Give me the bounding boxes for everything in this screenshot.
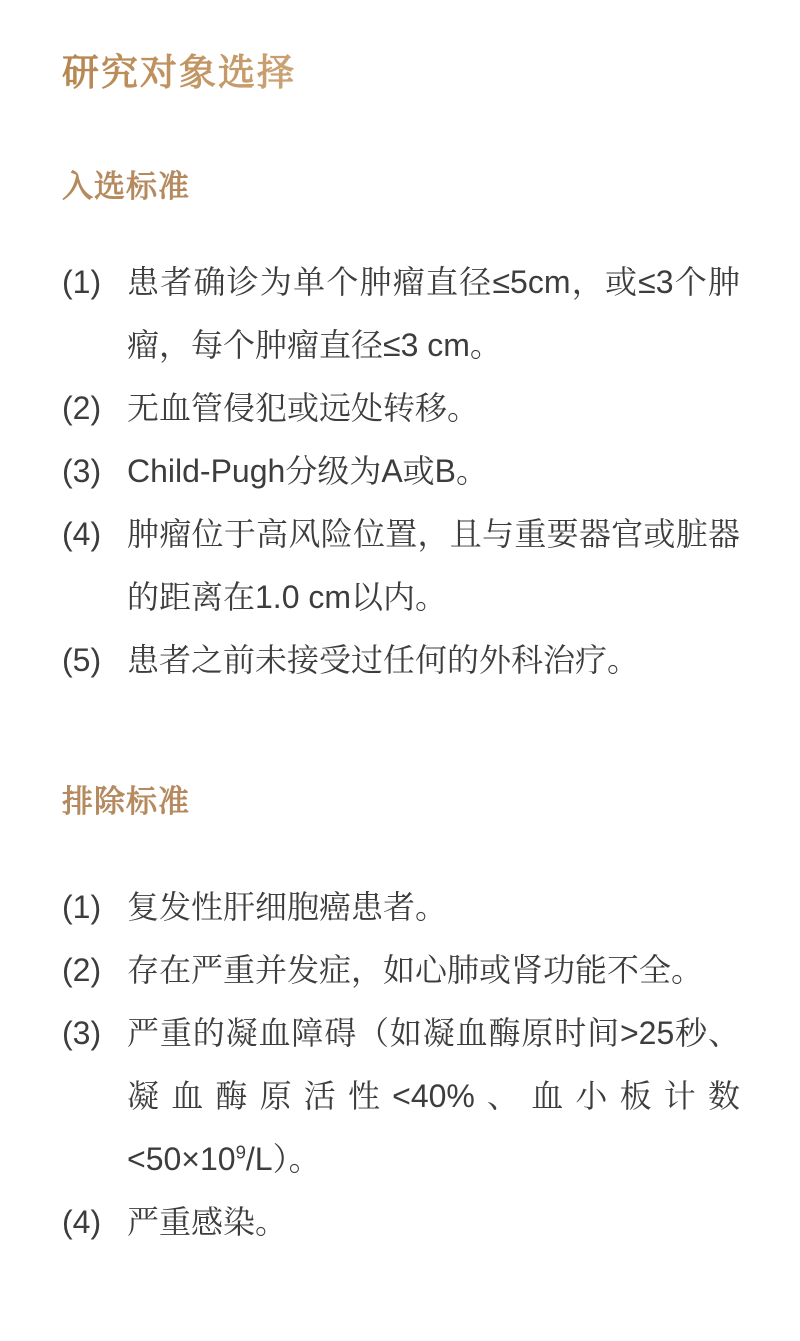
- item-number: (1): [62, 264, 102, 300]
- list-item: [62, 377, 740, 440]
- criteria-section: [62, 168, 740, 692]
- item-text: Child-Pugh分级为A或B。: [127, 453, 489, 489]
- criteria-section: [62, 783, 740, 1254]
- page-title: 研究对象选择: [62, 52, 740, 96]
- item-text: 存在严重并发症，如心肺或肾功能不全。: [127, 952, 704, 988]
- criteria-list: [62, 251, 740, 692]
- list-item: [62, 251, 740, 377]
- section-heading: 排除标准: [62, 784, 190, 819]
- item-text: 患者之前未接受过任何的外科治疗。: [127, 642, 640, 678]
- list-item: [62, 503, 740, 629]
- list-item: [62, 1191, 740, 1254]
- list-item: [62, 939, 740, 1002]
- item-text: 复发性肝细胞癌患者。: [127, 889, 448, 925]
- list-item: [62, 629, 740, 692]
- item-number: (2): [62, 952, 102, 988]
- item-number: (5): [62, 642, 102, 678]
- item-number: (4): [62, 516, 102, 552]
- criteria-list: [62, 876, 740, 1254]
- item-text: 严重感染。: [127, 1204, 288, 1240]
- item-text: 严重的凝血障碍（如凝血酶原时间>25秒、凝血酶原活性<40%、血小板计数$<50\times 10^9/L$）。: [127, 1015, 740, 1177]
- section-heading: 入选标准: [62, 169, 190, 204]
- item-number: (1): [62, 889, 102, 925]
- list-item: [62, 440, 740, 503]
- item-number: (2): [62, 390, 102, 426]
- sections-container: [62, 168, 740, 1254]
- item-text: 患者确诊为单个肿瘤直径≤5cm，或≤3个肿瘤，每个肿瘤直径≤3 cm。: [127, 264, 740, 363]
- list-item: [62, 876, 740, 939]
- item-number: (3): [62, 453, 102, 489]
- item-text: 无血管侵犯或远处转移。: [127, 390, 480, 426]
- item-text: 肿瘤位于高风险位置，且与重要器官或脏器的距离在1.0 cm以内。: [127, 516, 740, 615]
- item-number: (3): [62, 1015, 102, 1051]
- item-number: (4): [62, 1204, 102, 1240]
- list-item: [62, 1002, 740, 1191]
